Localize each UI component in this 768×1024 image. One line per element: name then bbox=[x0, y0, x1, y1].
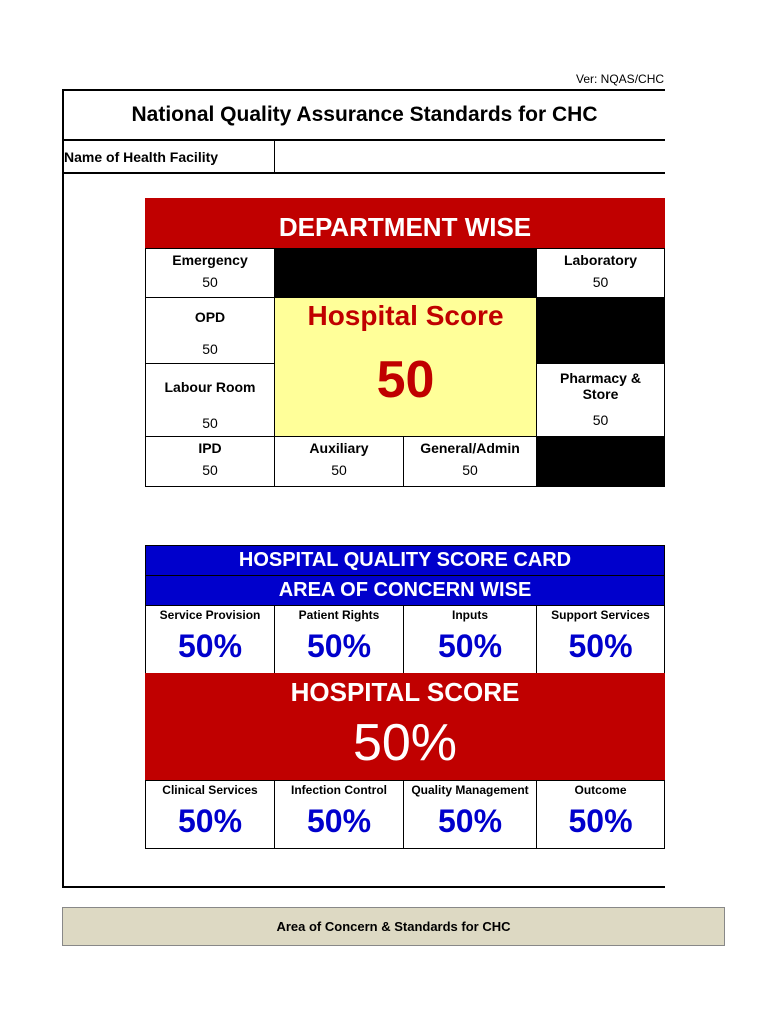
department-wise-header: DEPARTMENT WISE bbox=[145, 206, 665, 248]
hospital-score-label: Hospital Score bbox=[307, 300, 504, 331]
divider bbox=[64, 172, 665, 174]
concern-cell-quality-management bbox=[403, 780, 537, 849]
overall-hospital-score bbox=[145, 673, 665, 782]
dept-label: Pharmacy & Store bbox=[560, 370, 641, 402]
dept-blank-cell bbox=[536, 436, 665, 487]
concern-label: Quality Management bbox=[411, 783, 529, 797]
concern-cell-clinical-services bbox=[145, 780, 275, 849]
dept-cell-labour-room bbox=[145, 363, 275, 437]
concern-value: 50% bbox=[177, 803, 243, 839]
dept-value: 50 bbox=[331, 462, 347, 478]
dept-cell-pharmacy bbox=[536, 363, 665, 437]
concern-label: Patient Rights bbox=[298, 608, 380, 622]
dept-label: Laboratory bbox=[563, 252, 638, 268]
dept-value: 50 bbox=[592, 412, 609, 428]
concern-label: Support Services bbox=[551, 608, 650, 622]
concern-cell-support-services bbox=[536, 605, 665, 674]
dept-label: OPD bbox=[194, 309, 226, 325]
dept-value: 50 bbox=[202, 462, 218, 478]
dept-value: 50 bbox=[202, 341, 218, 357]
concern-value: 50% bbox=[568, 803, 633, 839]
concern-cell-inputs bbox=[403, 605, 537, 674]
concern-label: Infection Control bbox=[291, 783, 387, 797]
dept-blank-cell bbox=[274, 248, 537, 298]
concern-label: Service Provision bbox=[159, 608, 261, 622]
page-title: National Quality Assurance Standards for CHC bbox=[131, 103, 598, 126]
hospital-score-value: 50 bbox=[376, 351, 435, 409]
dept-cell-general-admin bbox=[403, 436, 537, 487]
dept-cell-emergency bbox=[145, 248, 275, 298]
concern-value: 50% bbox=[568, 628, 633, 664]
hospital-score-box bbox=[274, 297, 537, 437]
dept-cell-auxiliary bbox=[274, 436, 404, 487]
dept-value: 50 bbox=[592, 274, 609, 290]
area-of-concern-tab[interactable]: Area of Concern & Standards for CHC bbox=[62, 907, 725, 946]
overall-score-label: HOSPITAL SCORE bbox=[290, 677, 520, 707]
version-label: Ver: NQAS/CHC bbox=[576, 72, 665, 86]
dept-cell-ipd bbox=[145, 436, 275, 487]
dept-label: Labour Room bbox=[164, 379, 256, 395]
concern-value: 50% bbox=[306, 628, 372, 664]
overall-score-value: 50% bbox=[352, 714, 458, 772]
dept-label: Emergency bbox=[172, 252, 248, 268]
dept-value: 50 bbox=[462, 462, 478, 478]
concern-label: Clinical Services bbox=[162, 783, 258, 797]
dept-blank-cell bbox=[536, 297, 665, 364]
dept-value: 50 bbox=[202, 274, 218, 290]
concern-cell-service-provision bbox=[145, 605, 275, 674]
concern-value: 50% bbox=[437, 803, 503, 839]
concern-cell-patient-rights bbox=[274, 605, 404, 674]
concern-cell-outcome bbox=[536, 780, 665, 849]
concern-cell-infection-control bbox=[274, 780, 404, 849]
concern-value: 50% bbox=[306, 803, 372, 839]
concern-value: 50% bbox=[177, 628, 243, 664]
score-card-title: HOSPITAL QUALITY SCORE CARD bbox=[145, 545, 665, 576]
dept-label: Auxiliary bbox=[309, 440, 369, 456]
score-card-subtitle: AREA OF CONCERN WISE bbox=[145, 575, 665, 606]
concern-value: 50% bbox=[437, 628, 503, 664]
facility-name-field[interactable] bbox=[274, 140, 665, 173]
dept-cell-laboratory bbox=[536, 248, 665, 298]
dept-value: 50 bbox=[202, 415, 218, 431]
dept-cell-opd bbox=[145, 297, 275, 364]
concern-label: Outcome bbox=[574, 783, 627, 797]
facility-label: Name of Health Facility bbox=[64, 149, 219, 165]
dept-label: General/Admin bbox=[420, 440, 520, 456]
dept-label: IPD bbox=[198, 440, 222, 456]
concern-label: Inputs bbox=[452, 608, 488, 622]
